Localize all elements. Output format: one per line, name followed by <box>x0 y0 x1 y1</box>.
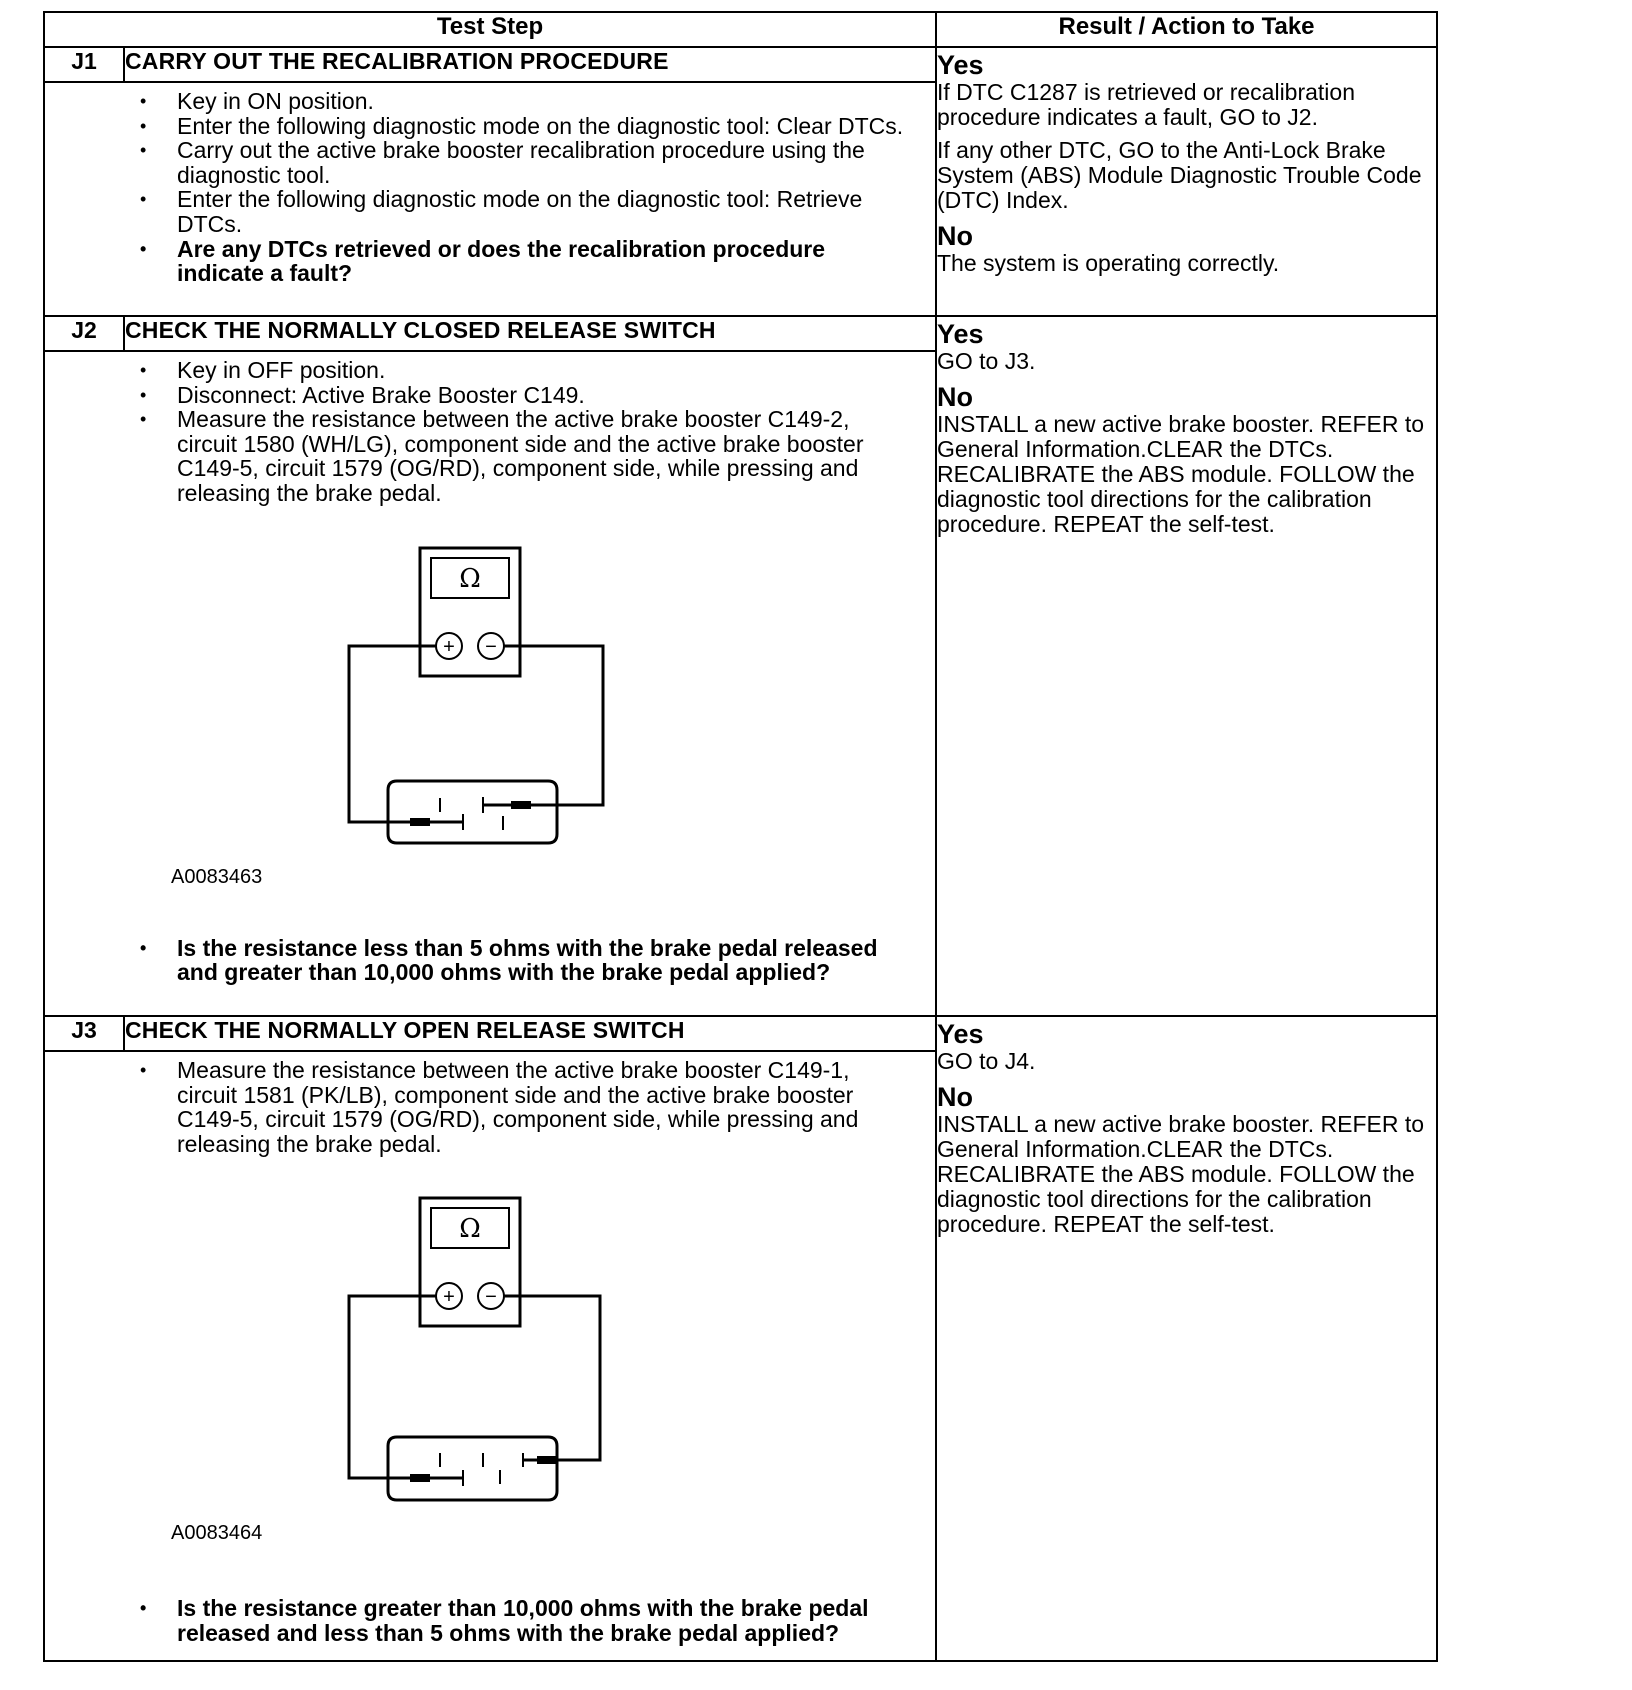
header-row <box>44 12 1437 47</box>
step-j1-bullets <box>45 83 935 290</box>
yes-label: Yes <box>937 1019 984 1049</box>
step-j3-title-row <box>44 1016 1437 1051</box>
list-item: • Disconnect: Active Brake Booster C149. <box>177 383 915 408</box>
step-title: CARRY OUT THE RECALIBRATION PROCEDURE <box>124 47 936 82</box>
plus-icon: + <box>443 635 455 658</box>
no-text: The system is operating correctly. <box>937 250 1280 276</box>
yes-text-other-dtc: If any other DTC, GO to the Anti-Lock Brake System (ABS) Module Diagnostic Trouble Code (DTC) Index. <box>937 137 1422 213</box>
yes-text: If DTC C1287 is retrieved or recalibration procedure indicates a fault, GO to J2. <box>937 79 1355 130</box>
question: • Are any DTCs retrieved or does the recalibration procedure indicate a fault? <box>177 237 915 286</box>
step-id: J1 <box>44 47 124 82</box>
ohm-symbol: Ω <box>459 563 481 594</box>
step-j1-title-row <box>44 47 1437 82</box>
step-id: J3 <box>44 1016 124 1051</box>
list-item: • Key in OFF position. <box>177 358 915 383</box>
no-label: No <box>937 382 973 412</box>
yes-label: Yes <box>937 50 984 80</box>
minus-icon: − <box>485 635 497 658</box>
minus-icon: − <box>485 1286 497 1309</box>
step-title: CHECK THE NORMALLY OPEN RELEASE SWITCH <box>124 1016 936 1051</box>
test-step-header: Test Step <box>44 12 936 47</box>
question: • Is the resistance less than 5 ohms with the brake pedal released and greater than 10,000 ohms with the brake pedal applied? <box>177 936 915 985</box>
no-text: INSTALL a new active brake booster. REFER to General Information.CLEAR the DTCs. RECALIBRATE the ABS module. FOLLOW the diagnostic tool directions for the calibration procedure. REPEAT the self-test. <box>937 411 1425 537</box>
probe-tip <box>410 818 430 826</box>
connector-c149 <box>388 781 557 843</box>
yes-text: GO to J4. <box>937 1048 1036 1074</box>
question: • Is the resistance greater than 10,000 ohms with the brake pedal released and less than 5 ohms with the brake pedal applied? <box>177 1596 915 1645</box>
no-label: No <box>937 1082 973 1112</box>
step-j1-body <box>44 82 936 316</box>
step-j3-body <box>44 1051 936 1661</box>
list-item: • Enter the following diagnostic mode on the diagnostic tool: Retrieve DTCs. <box>177 187 915 236</box>
figure-a0083464 <box>45 1160 935 1596</box>
step-j3-bullets <box>45 1052 935 1160</box>
list-item: • Key in ON position. <box>177 89 915 114</box>
no-label: No <box>937 221 973 251</box>
yes-text: GO to J3. <box>937 348 1036 374</box>
step-j2-question-list <box>45 936 935 989</box>
diagnostic-table <box>43 11 1438 1662</box>
figure-a0083463 <box>45 510 935 936</box>
step-id: J2 <box>44 316 124 351</box>
plus-icon: + <box>443 1286 455 1309</box>
probe-tip <box>511 801 531 809</box>
step-j2-title-row <box>44 316 1437 351</box>
ohm-symbol: Ω <box>459 1214 481 1245</box>
list-item: • Measure the resistance between the active brake booster C149-2, circuit 1580 (WH/LG), component side and the active brake booster C149-5, circuit 1579 (OG/RD), component side, while pressing and releasing the brake pedal. <box>177 407 915 505</box>
step-j2-bullets <box>45 352 935 510</box>
step-j2-body <box>44 351 936 1016</box>
list-item: • Measure the resistance between the active brake booster C149-1, circuit 1581 (PK/LB), component side and the active brake booster C149-5, circuit 1579 (OG/RD), component side, while pressing and releasing the brake pedal. <box>177 1058 915 1156</box>
no-text: INSTALL a new active brake booster. REFER to General Information.CLEAR the DTCs. RECALIBRATE the ABS module. FOLLOW the diagnostic tool directions for the calibration procedure. REPEAT the self-test. <box>937 1111 1425 1237</box>
step-j2-result <box>936 316 1437 1016</box>
probe-tip <box>537 1456 557 1464</box>
figure-label: A0083464 <box>171 1522 263 1545</box>
list-item: • Enter the following diagnostic mode on the diagnostic tool: Clear DTCs. <box>177 114 915 139</box>
step-j3-question-list <box>45 1596 935 1649</box>
figure-label: A0083463 <box>171 865 263 888</box>
yes-label: Yes <box>937 319 984 349</box>
list-item: • Carry out the active brake booster recalibration procedure using the diagnostic tool. <box>177 138 915 187</box>
step-j1-result <box>936 47 1437 316</box>
step-title: CHECK THE NORMALLY CLOSED RELEASE SWITCH <box>124 316 936 351</box>
result-action-header: Result / Action to Take <box>936 12 1437 47</box>
connector-c149 <box>388 1437 557 1500</box>
step-j3-result <box>936 1016 1437 1661</box>
probe-tip <box>410 1474 430 1482</box>
